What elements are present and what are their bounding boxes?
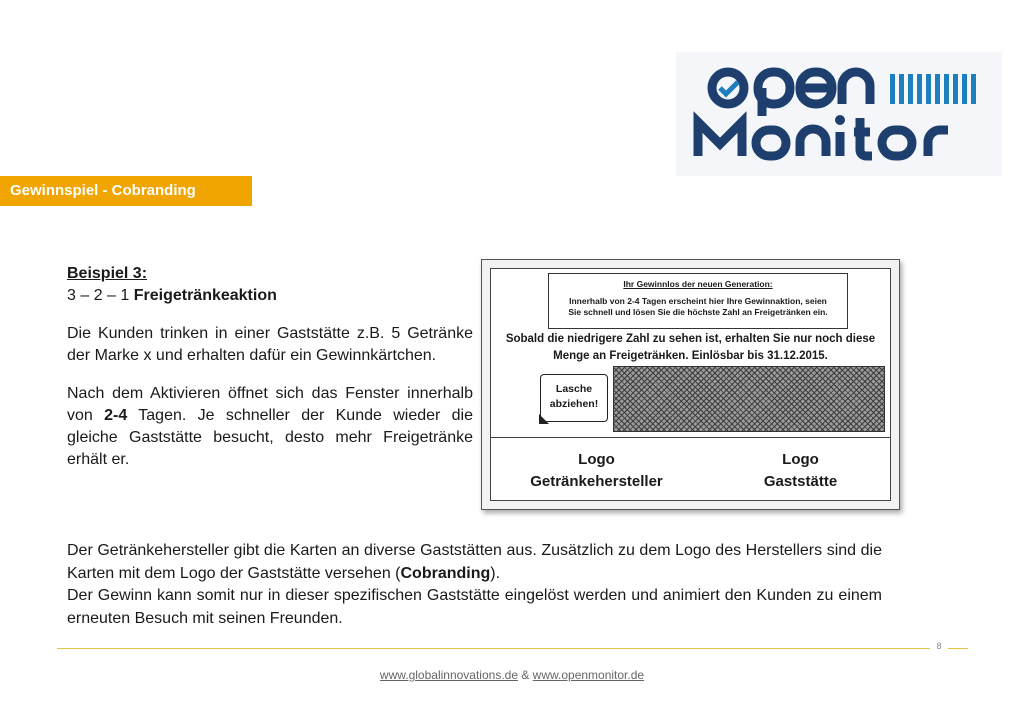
example-text: [67, 263, 473, 471]
example-subtitle: [67, 285, 473, 307]
page-number: 8: [936, 641, 942, 651]
footer-links: [0, 668, 1024, 682]
footer-rule-right: [948, 648, 968, 649]
openmonitor-logo: [676, 52, 1002, 176]
example-heading: Beispiel 3:: [67, 265, 148, 282]
link-globalinnovations[interactable]: www.globalinnovations.de: [379, 668, 518, 682]
prize-card-face: [490, 268, 891, 501]
logo-o-clock-icon: [712, 72, 744, 104]
logo-placeholder-manufacturer-line-2: Getränkehersteller: [530, 473, 663, 490]
link-openmonitor[interactable]: www.openmonitor.de: [532, 668, 645, 682]
card-message-line-1: Innerhalb von 2-4 Tagen erscheint hier Ihre Gewinnaktion, seien: [569, 296, 827, 306]
logo-placeholder-manufacturer: [509, 449, 684, 493]
footer-rule-left: [57, 648, 930, 649]
scratch-field: [613, 366, 885, 432]
card-notice: [491, 331, 890, 365]
peel-tab-line-1: Lasche: [555, 383, 593, 395]
card-message-box: [548, 273, 848, 329]
section-tag: Gewinnspiel - Cobranding: [0, 176, 252, 206]
body-paragraph-1: [67, 540, 882, 585]
example-paragraph-2-a: Nach dem Aktivieren öffnet sich das Fenster innerhalb von: [67, 385, 473, 424]
logo-placeholder-venue: [713, 449, 888, 493]
card-message-title: Ihr Gewinnlos der neuen Generation:: [623, 279, 773, 289]
peel-tab: [540, 374, 608, 422]
peel-tab-line-2: abziehen!: [549, 398, 599, 410]
example-paragraph-2-bold: 2-4: [104, 407, 128, 424]
footer-separator: &: [518, 668, 533, 682]
body-paragraph-1-a: Der Getränkehersteller gibt die Karten an diverse Gaststätten aus. Zusätzlich zu dem Logo des Herstellers sind die Karten mit dem Logo der Gaststätte versehen (: [67, 542, 882, 582]
openmonitor-logo-graphic: [676, 52, 1002, 176]
card-message-line-2: Sie schnell und lösen Sie die höchste Zahl an Freigetränken ein.: [568, 307, 828, 317]
example-paragraph-2: [67, 383, 473, 471]
card-divider: [491, 437, 890, 438]
peel-tab-fold-icon: [539, 414, 549, 424]
logo-placeholder-manufacturer-line-1: Logo: [578, 451, 615, 468]
example-paragraph-2-b: Tagen. Je schneller der Kunde wieder die gleiche Gaststätte besucht, desto mehr Freigetränke erhält er.: [67, 407, 474, 468]
logo-placeholder-venue-line-2: Gaststätte: [763, 473, 838, 490]
logo-placeholder-venue-line-1: Logo: [782, 451, 819, 468]
card-notice-line-1: Sobald die niedrigere Zahl zu sehen ist, erhalten Sie nur noch diese: [505, 333, 876, 345]
body-text: [67, 540, 882, 630]
example-subtitle-bold: Freigetränkeaktion: [133, 287, 277, 304]
body-paragraph-2: Der Gewinn kann somit nur in dieser spezifischen Gaststätte eingelöst werden und animiert den Kunden zu einem erneuten Besuch mit seinen Freunden.: [67, 587, 882, 627]
card-notice-line-2: Menge an Freigeträнken. Einlösbar bis 31.12.2015.: [553, 350, 828, 362]
example-subtitle-prefix: 3 – 2 – 1: [67, 287, 134, 304]
body-paragraph-1-bold: Cobranding: [400, 564, 491, 582]
prize-card-illustration: [481, 259, 900, 510]
example-paragraph-1: Die Kunden trinken in einer Gaststätte z.B. 5 Getränke der Marke x und erhalten dafür ein Gewinnkärtchen.: [67, 325, 473, 364]
body-paragraph-1-b: ).: [490, 564, 501, 582]
